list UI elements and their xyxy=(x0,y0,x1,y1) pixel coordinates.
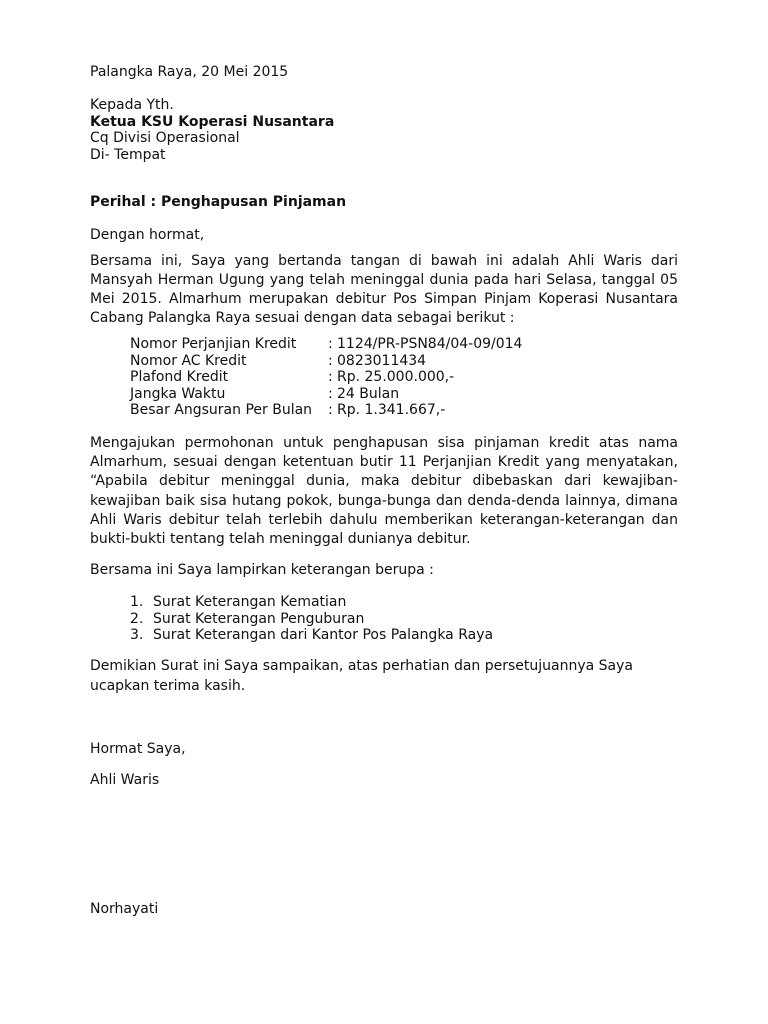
detail-row xyxy=(130,402,522,419)
list-number: 2. xyxy=(130,610,144,627)
detail-separator: : xyxy=(328,369,333,386)
attachments-intro: Bersama ini Saya lampirkan keterangan berupa : xyxy=(90,562,434,578)
detail-value: 24 Bulan xyxy=(337,385,400,402)
closing-paragraph xyxy=(90,657,678,696)
attachments-intro-block xyxy=(90,562,678,579)
detail-row xyxy=(130,386,522,403)
subject-block xyxy=(90,194,678,211)
recipient-location: Di- Tempat xyxy=(90,146,166,163)
detail-value: Rp. 25.000.000,- xyxy=(337,369,455,386)
list-item xyxy=(130,594,493,611)
detail-separator: : xyxy=(328,402,333,419)
letter-greeting: Dengan hormat, xyxy=(90,227,205,243)
request-line: Ahli Waris debitur telah terlebih dahulu memberikan keterangan-keterangan dan xyxy=(90,511,678,528)
intro-line: Cabang Palangka Raya sesuai dengan data sebagai berikut : xyxy=(90,309,515,326)
request-line: kewajiban baik sisa hutang pokok, bunga-bunga dan denda-denda lainnya, dimana xyxy=(90,492,678,509)
detail-label: Besar Angsuran Per Bulan xyxy=(130,402,313,419)
list-text: Surat Keterangan Kematian xyxy=(153,594,347,610)
list-number: 1. xyxy=(130,594,144,610)
detail-label: Plafond Kredit xyxy=(130,369,229,386)
request-line: “Apabila debitur meninggal dunia, maka debitur dibebaskan dari kewajiban- xyxy=(90,473,678,490)
request-line: Mengajukan permohonan untuk penghapusan sisa pinjaman kredit atas nama xyxy=(90,435,678,451)
list-item xyxy=(130,611,493,628)
signoff-role-block xyxy=(90,772,678,789)
credit-details-table xyxy=(130,336,522,419)
detail-separator: : xyxy=(328,336,333,352)
detail-label: Nomor Perjanjian Kredit xyxy=(130,336,297,352)
detail-row xyxy=(130,353,522,370)
intro-line: Bersama ini, Saya yang bertanda tangan di bawah ini adalah Ahli Waris dari xyxy=(90,253,678,269)
signoff-role: Ahli Waris xyxy=(90,772,160,788)
request-line: bukti-bukti tentang telah meninggal dunianya debitur. xyxy=(90,531,471,548)
list-text: Surat Keterangan Penguburan xyxy=(153,610,365,627)
intro-paragraph xyxy=(90,252,678,326)
signoff-regards: Hormat Saya, xyxy=(90,741,186,757)
intro-line: Mansyah Herman Ugung yang telah meninggal dunia pada hari Selasa, tanggal 05 xyxy=(90,272,678,289)
intro-line: Mei 2015. Almarhum merupakan debitur Pos Simpan Pinjam Koperasi Nusantara xyxy=(90,291,678,308)
recipient-division: Cq Divisi Operasional xyxy=(90,130,240,147)
detail-label: Nomor AC Kredit xyxy=(130,352,247,369)
letter-date xyxy=(90,64,678,81)
request-line: Almarhum, sesuai dengan ketentuan butir 11 Perjanjian Kredit yang menyatakan, xyxy=(90,454,678,471)
list-item xyxy=(130,627,493,644)
list-number: 3. xyxy=(130,627,144,644)
place-date: Palangka Raya, 20 Mei 2015 xyxy=(90,64,289,80)
detail-value: 0823011434 xyxy=(337,352,427,369)
detail-row xyxy=(130,369,522,386)
signoff-regards-block xyxy=(90,741,678,758)
detail-label: Jangka Waktu xyxy=(130,385,226,402)
letter-subject: Perihal : Penghapusan Pinjaman xyxy=(90,194,347,210)
greeting-block xyxy=(90,227,678,244)
recipient-block xyxy=(90,97,678,163)
recipient-salutation: Kepada Yth. xyxy=(90,97,174,113)
signatory-name: Norhayati xyxy=(90,901,159,917)
request-paragraph xyxy=(90,434,678,549)
detail-separator: : xyxy=(328,352,333,369)
closing-line: ucapkan terima kasih. xyxy=(90,677,246,694)
detail-separator: : xyxy=(328,385,333,402)
recipient-name: Ketua KSU Koperasi Nusantara xyxy=(90,113,335,130)
detail-value: 1124/PR-PSN84/04-09/014 xyxy=(337,336,523,352)
closing-line: Demikian Surat ini Saya sampaikan, atas perhatian dan persetujuannya Saya xyxy=(90,658,633,674)
list-text: Surat Keterangan dari Kantor Pos Palangka Raya xyxy=(153,627,494,644)
detail-row xyxy=(130,336,522,353)
signoff-name-block xyxy=(90,901,678,918)
detail-value: Rp. 1.341.667,- xyxy=(337,402,446,419)
attachments-list xyxy=(130,594,493,644)
